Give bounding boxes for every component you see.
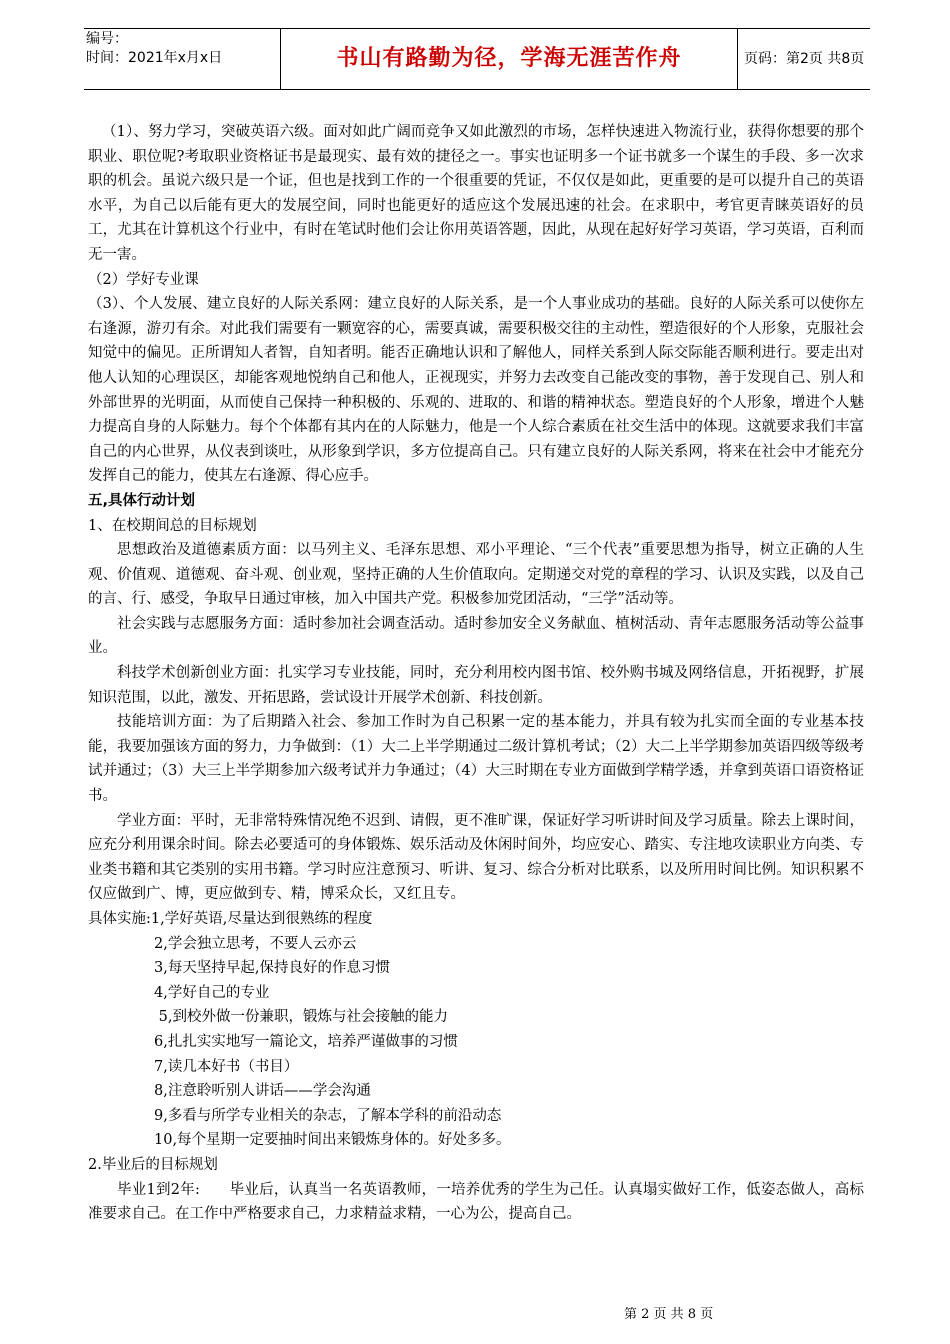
doc-number-label: 编号：: [86, 31, 128, 47]
paragraph-english: （1）、努力学习，突破英语六级。面对如此广阔而竞争又如此激烈的市场，怎样快速进入物流行业，获得你想要的那个职业、职位呢?考取职业资格证书是最现实、最有效的捷径之一。事实也证明多一个证书就多一个谋生的手段、多一次求职的机会。虽说六级只是一个证，但也是找到工作的一个很重要的凭证，不仅仅是如此，更重要的是可以提升自己的英语水平，为自己以后能有更大的发展空间，同时也能更好的适应这个发展迅速的社会。在求职中，考官更青睐英语好的员工，尤其在计算机这个行业中，有时在笔试时他们会让你用英语答题，因此，从现在起好好学习英语，学习英语，百利而无一害。: [88, 124, 864, 263]
page-header: [84, 28, 870, 90]
paragraph-political: 思想政治及道德素质方面：以马列主义、毛泽东思想、邓小平理论、“三个代表”重要思想为指导，树立正确的人生观、价值观、道德观、奋斗观、创业观，坚持正确的人生价值取向。定期递交对党的章程的学习、认识及实践，以及自己的言、行、感受，争取早日通过审核，加入中国共产党。积极参加党团活动，“三学”活动等。: [88, 542, 864, 608]
paragraph-relationships: （3）、个人发展、建立良好的人际关系网：建立良好的人际关系，是一个人事业成功的基础。良好的人际关系可以使你左右逢源，游刃有余。对此我们需要有一颗宽容的心，需要真诚，需要积极交往的主动性，塑造很好的个人形象，克服社会知觉中的偏见。正所谓知人者智，自知者明。能否正确地认识和了解他人，同样关系到人际交际能否顺利进行。要走出对他人认知的心理误区，却能客观地悦纳自己和他人，正视现实，并努力去改变自己能改变的事物，善于发现自己、别人和外部世界的光明面，从而使自己保持一种积极的、乐观的、进取的、和谐的精神状态。塑造良好的个人形象，增进个人魅力提高自身的人际魅力。每个个体都有其内在的人际魅力，他是一个人综合素质在社交生活中的体现。这就要求我们丰富自己的内心世界，从仪表到谈吐，从形象到学识，多方位提高自己。只有建立良好的人际关系网，将来在社会中才能充分发挥自己的能力，使其左右逢源、得心应手。: [88, 296, 864, 485]
header-motto: 书山有路勤为径，学海无涯苦作舟: [280, 29, 738, 89]
list-item: 10,每个星期一定要抽时间出来锻炼身体的。好处多多。: [154, 1132, 511, 1149]
section-heading-5: 五,具体行动计划: [88, 492, 196, 509]
list-item: 9,多看与所学专业相关的杂志，了解本学科的前沿动态: [154, 1107, 502, 1124]
subheading-after-graduation: 2.毕业后的目标规划: [88, 1156, 218, 1173]
list-item: 7,读几本好书（书目）: [154, 1058, 299, 1075]
subheading-school-goals: 1、在校期间总的目标规划: [88, 517, 257, 534]
list-item: 6,扎扎实实地写一篇论文，培养严谨做事的习惯: [154, 1033, 458, 1050]
list-item: 2,学会独立思考，不要人云亦云: [154, 935, 357, 952]
page-footer: 第 2 页 共 8 页: [624, 1307, 714, 1322]
list-item: 5,到校外做一份兼职，锻炼与社会接触的能力: [154, 1009, 448, 1026]
list-item: 8,注意聆听别人讲话——学会沟通: [154, 1083, 371, 1100]
paragraph-skills: 技能培训方面：为了后期踏入社会、参加工作时为自己积累一定的基本能力，并具有较为扎实而全面的专业基本技能，我要加强该方面的努力，力争做到：（1）大二上半学期通过二级计算机考试；（2）大二上半学期参加英语四级等级考试并通过；（3）大三上半学期参加六级考试并力争通过；（4）大三时期在专业方面做到学精学透，并拿到英语口语资格证书。: [88, 714, 864, 805]
paragraph-social-practice: 社会实践与志愿服务方面：适时参加社会调查活动。适时参加安全义务献血、植树活动、青年志愿服务活动等公益事业。: [88, 615, 864, 657]
paragraph-implementation: 具体实施:1,学好英语,尽量达到很熟练的程度: [88, 911, 373, 927]
paragraph-major: （2）学好专业课: [88, 271, 199, 288]
paragraph-innovation: 科技学术创新创业方面：扎实学习专业技能，同时，充分利用校内图书馆、校外购书城及网络信息，开拓视野，扩展知识范围，以此，激发、开拓思路，尝试设计开展学术创新、科技创新。: [88, 665, 864, 706]
list-item: 3,每天坚持早起,保持良好的作息习惯: [154, 960, 390, 977]
header-meta: [84, 29, 279, 89]
header-page-info: 页码：第2页 共8页: [744, 51, 865, 67]
document-body: [88, 120, 864, 1227]
paragraph-academics: 学业方面：平时，无非常特殊情况绝不迟到、请假，更不准旷课，保证好学习听讲时间及学习质量。除去上课时间，应充分利用课余时间。除去必要适可的身体锻炼、娱乐活动及休闲时间外，均应安心、踏实、专注地攻读职业方向类、专业类书籍和其它类别的实用书籍。学习时应注意预习、听讲、复习、综合分析对比联系，以及所用时间比例。知识积累不仅应做到广、博，更应做到专、精，博采众长，又红且专。: [88, 812, 864, 903]
paragraph-after-graduation: 毕业1到2年: 毕业后，认真当一名英语教师，一培养优秀的学生为己任。认真塌实做好工作，低姿态做人，高标准要求自己。在工作中严格要求自己，力求精益求精，一心为公，提高自己。: [88, 1181, 864, 1223]
doc-time-label: 时间：2021年x月x日: [86, 50, 223, 66]
list-item: 4,学好自己的专业: [154, 984, 270, 1001]
